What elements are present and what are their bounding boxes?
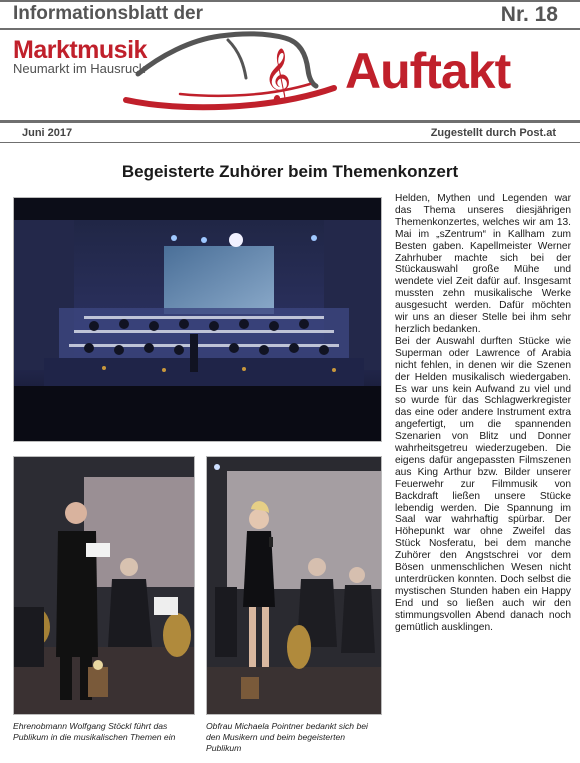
masthead-top-rule xyxy=(0,0,580,2)
issue-date: Juni 2017 xyxy=(22,127,73,139)
treble-clef-icon: 𝄞 xyxy=(264,47,292,101)
issue-number: Nr. 18 xyxy=(500,3,558,26)
masthead-bottom-rule xyxy=(0,120,580,123)
delivery-note: Zugestellt durch Post.at xyxy=(430,127,556,139)
masthead-title: Informationsblatt der xyxy=(13,3,204,24)
meta-rule xyxy=(0,142,580,143)
article-body xyxy=(395,193,571,634)
hat-logo-icon xyxy=(120,26,350,118)
article-paragraph: Bei der Auswahl durften Stücke wie Superman oder Lawrence of Arabia nicht fehlen, in denen wir die Szenen der Helden musikalisch wiedergaben. Es war uns kein Aufwand zu viel und so wurde für das Schlagwerkregister das eine oder andere Instrument extra angefertigt, um die spannenden Szenarien von Blitz und Donner wahrheitsgetreu wiederzugeben. Die eigens dafür angepassten Filmszenen aus King Arthur bzw. Bilder unserer Feuerwehr zur Filmmusik von Backdraft ließen unsere Stücke lebendig werden. Die Spannung im Saal war wahrhaftig spürbar. Der Höhepunkt war ohne Zweifel das Stück Nosferatu, bei dem manche Zuhörer den Angstschrei vor dem Bösen unmenschlichen Wesen nicht unterdrücken konnten. Doch selbst die mystischen Stunden haben ein Happy End und so ließen auch wir den stimmungsvollen Abend danach noch gemütlich ausklingen. xyxy=(395,335,571,633)
speaker-photo-right xyxy=(206,456,382,715)
brand-name: Marktmusik xyxy=(13,36,147,64)
caption-right: Obfrau Michaela Pointner bedankt sich bei den Musikern und beim begeisterten Publikum xyxy=(206,721,368,753)
article-paragraph: Helden, Mythen und Legenden war das Thema unseres diesjährigen Themenkonzertes, welches wir am 13. Mai im „sZentrum“ in Kallham zum Besten gaben. Kapellmeister Werner Zahrhuber machte sich bei der Stückauswahl große Mühe und wendete viel Zeit dafür auf. Insgesamt mussten zehn musikalische Werke ausgesucht werden. Dafür möchten wir uns an dieser Stelle bei ihm sehr herzlich bedanken. xyxy=(395,193,571,335)
speaker-photo-left xyxy=(13,456,195,715)
brand-location: Neumarkt im Hausruck xyxy=(13,61,146,76)
caption-left: Ehrenobmann Wolfgang Stöckl führt das Publikum in die musikalischen Themen ein xyxy=(13,721,176,742)
concert-stage-photo xyxy=(13,197,382,442)
logo-text: Auftakt xyxy=(345,43,511,99)
article-headline: Begeisterte Zuhörer beim Themenkonzert xyxy=(121,162,459,181)
